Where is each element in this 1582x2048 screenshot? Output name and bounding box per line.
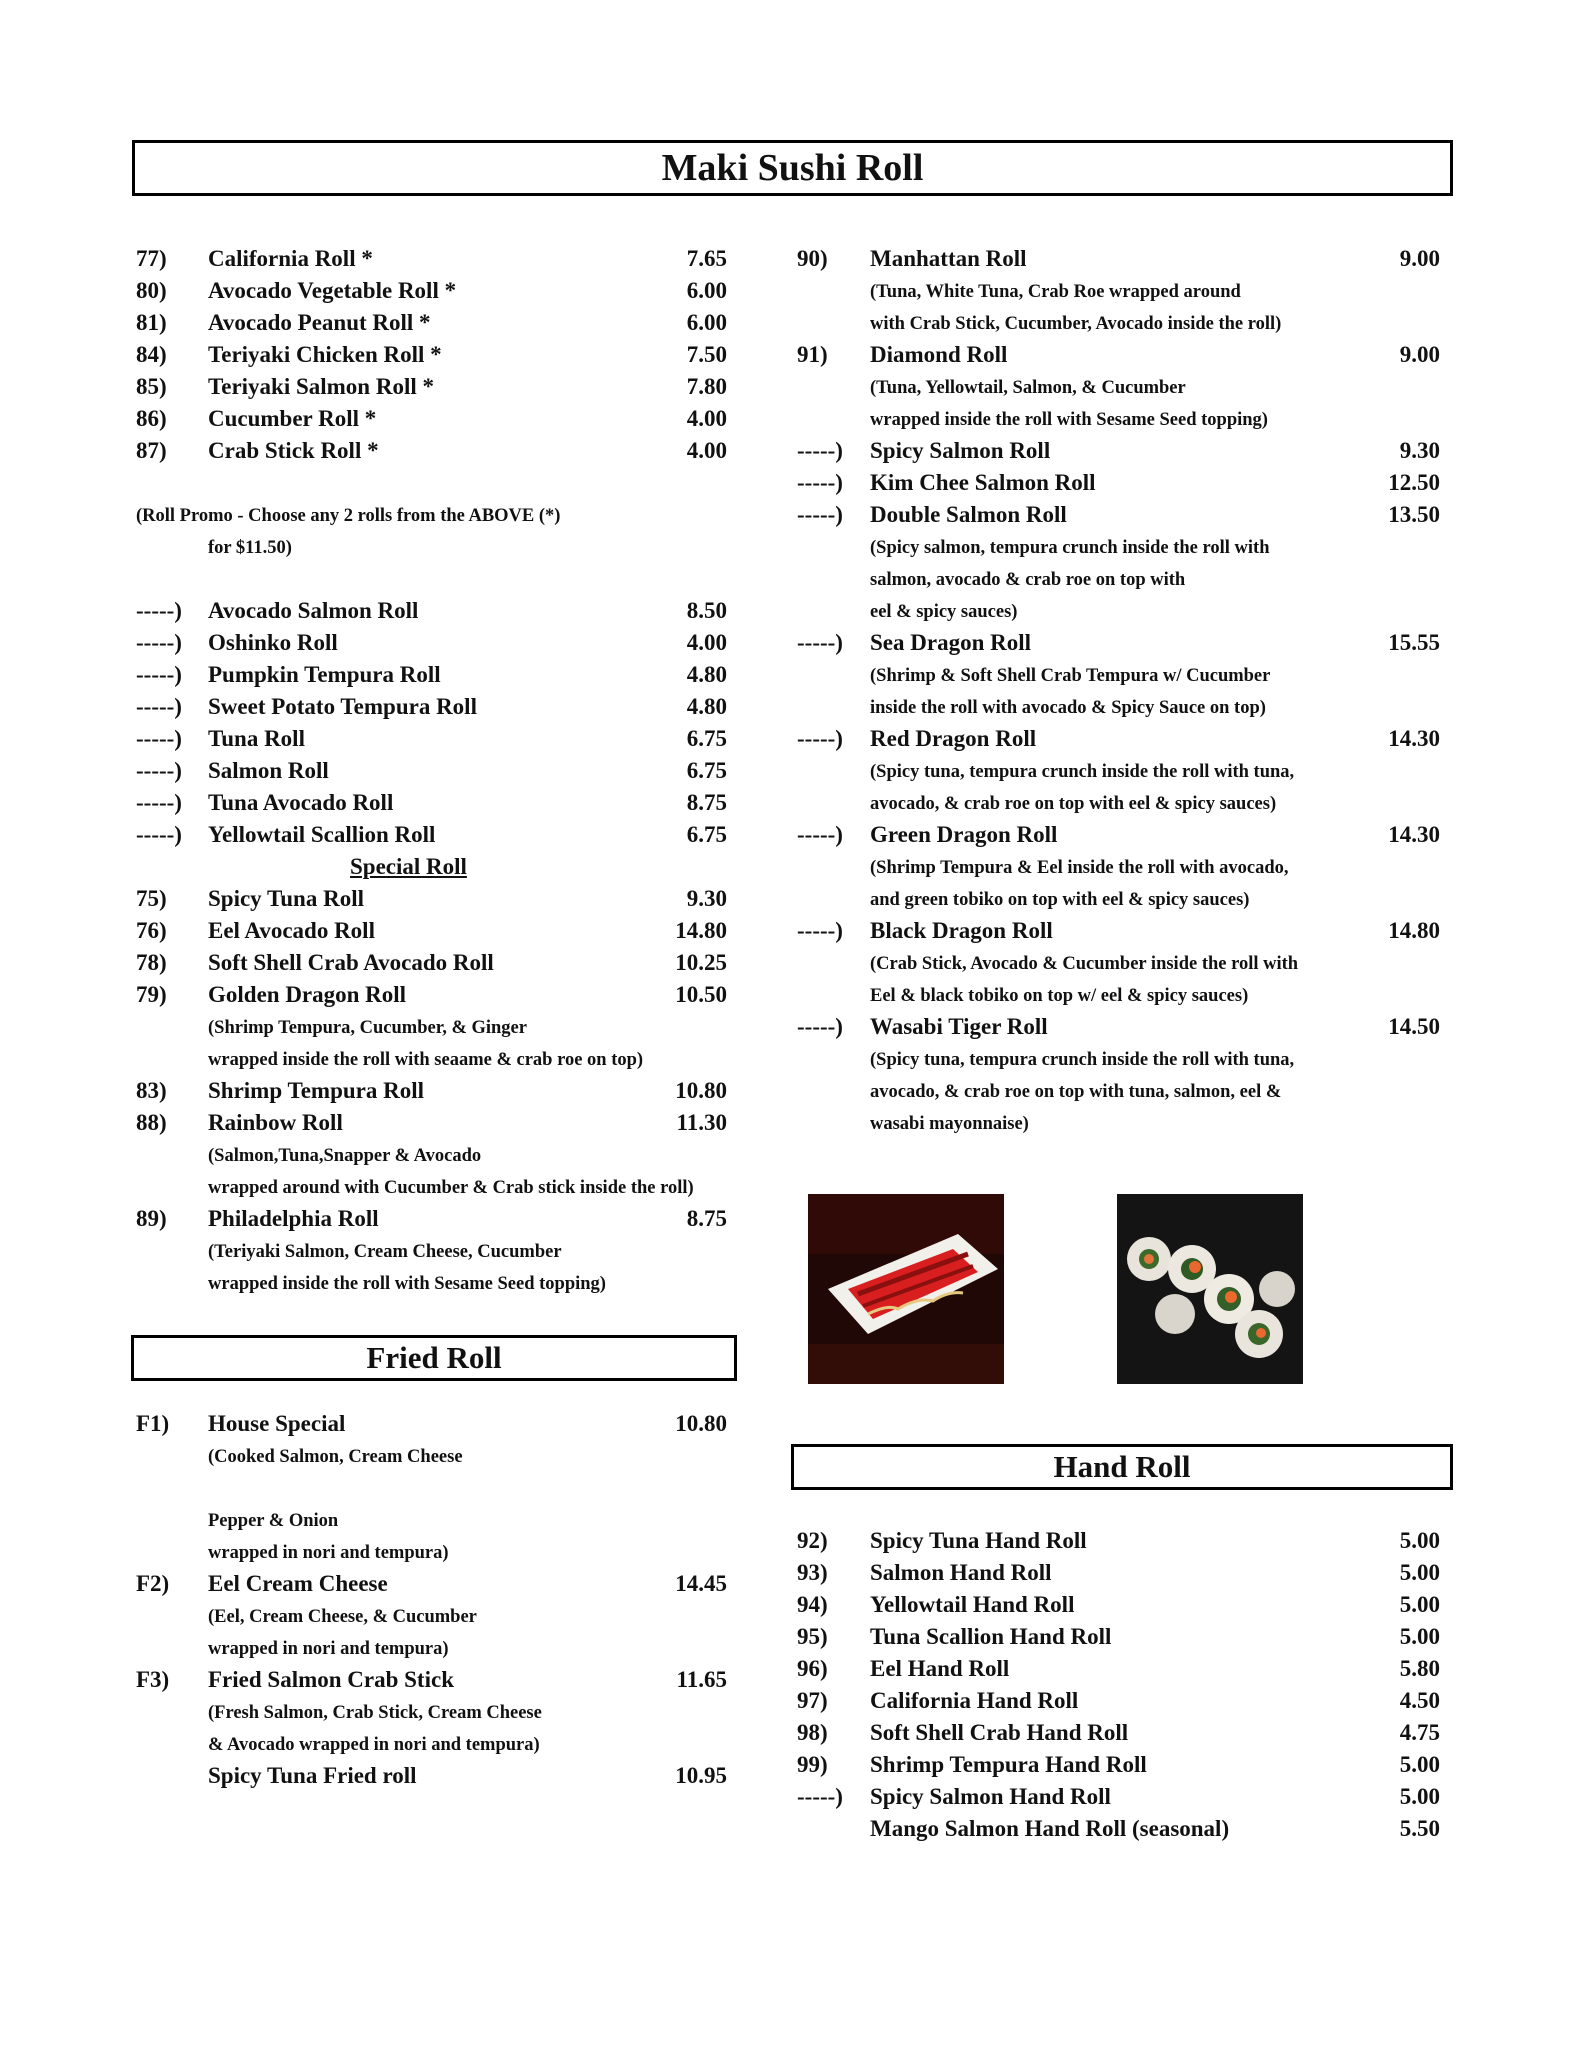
spacer bbox=[136, 566, 736, 598]
item-number: F2) bbox=[136, 1571, 170, 1596]
description-line: wrapped inside the roll with Sesame Seed topping) bbox=[870, 410, 1268, 430]
item-description bbox=[136, 1046, 736, 1078]
menu-item bbox=[797, 1624, 1447, 1656]
item-number: 84) bbox=[136, 342, 167, 367]
description-line: with Crab Stick, Cucumber, Avocado inside the roll) bbox=[870, 314, 1282, 334]
item-number: 78) bbox=[136, 950, 167, 975]
menu-item bbox=[797, 1720, 1447, 1752]
item-name: Crab Stick Roll * bbox=[208, 438, 379, 463]
item-price: 8.75 bbox=[686, 790, 727, 815]
item-name: Yellowtail Scallion Roll bbox=[208, 822, 436, 847]
description-line: wrapped inside the roll with Sesame Seed topping) bbox=[208, 1274, 606, 1294]
item-price: 5.50 bbox=[1399, 1816, 1440, 1841]
description-line: wrapped around with Cucumber & Crab stick inside the roll) bbox=[208, 1178, 694, 1198]
description-line: (Crab Stick, Avocado & Cucumber inside the roll with bbox=[870, 954, 1299, 974]
menu-item bbox=[797, 726, 1447, 758]
menu-item bbox=[136, 438, 736, 470]
item-name: Soft Shell Crab Avocado Roll bbox=[208, 950, 494, 975]
menu-item bbox=[136, 1571, 736, 1603]
item-description bbox=[797, 598, 1447, 630]
menu-item bbox=[136, 886, 736, 918]
item-price: 5.00 bbox=[1399, 1560, 1440, 1585]
item-name: Wasabi Tiger Roll bbox=[870, 1014, 1048, 1039]
item-name: Golden Dragon Roll bbox=[208, 982, 407, 1007]
item-price: 5.00 bbox=[1399, 1592, 1440, 1617]
item-name: Red Dragon Roll bbox=[870, 726, 1037, 751]
item-name: Avocado Vegetable Roll * bbox=[208, 278, 457, 303]
maki-header-box bbox=[132, 140, 1453, 196]
item-description bbox=[797, 1046, 1447, 1078]
item-name: Eel Hand Roll bbox=[870, 1656, 1010, 1681]
item-price: 15.55 bbox=[1388, 630, 1440, 655]
description-line: (Cooked Salmon, Cream Cheese bbox=[208, 1447, 463, 1467]
item-price: 6.00 bbox=[686, 310, 727, 335]
description-line: (Fresh Salmon, Crab Stick, Cream Cheese bbox=[208, 1703, 542, 1723]
item-name: Sweet Potato Tempura Roll bbox=[208, 694, 477, 719]
menu-item bbox=[797, 1592, 1447, 1624]
description-line: inside the roll with avocado & Spicy Sauce on top) bbox=[870, 698, 1266, 718]
menu-item bbox=[797, 342, 1447, 374]
promo-line: for $11.50) bbox=[208, 538, 292, 558]
menu-item bbox=[797, 1528, 1447, 1560]
item-price: 8.50 bbox=[686, 598, 727, 623]
menu-item bbox=[136, 310, 736, 342]
menu-item bbox=[136, 1763, 736, 1795]
menu-item bbox=[136, 278, 736, 310]
item-description bbox=[136, 1731, 736, 1763]
item-price: 7.80 bbox=[686, 374, 727, 399]
description-line: (Spicy tuna, tempura crunch inside the roll with tuna, bbox=[870, 1050, 1295, 1070]
item-price: 12.50 bbox=[1388, 470, 1440, 495]
item-description bbox=[136, 1699, 736, 1731]
item-name: Rainbow Roll bbox=[208, 1110, 343, 1135]
item-description bbox=[797, 694, 1447, 726]
item-price: 9.00 bbox=[1399, 246, 1440, 271]
item-name: Avocado Peanut Roll * bbox=[208, 310, 431, 335]
item-price: 4.00 bbox=[686, 630, 727, 655]
item-description bbox=[136, 1174, 736, 1206]
fried-title: Fried Roll bbox=[366, 1340, 502, 1375]
item-description bbox=[797, 886, 1447, 918]
item-price: 10.50 bbox=[675, 982, 727, 1007]
hand-title: Hand Roll bbox=[1053, 1449, 1191, 1484]
item-description bbox=[136, 1539, 736, 1571]
description-line: & Avocado wrapped in nori and tempura) bbox=[208, 1735, 540, 1755]
item-description bbox=[136, 1443, 736, 1475]
item-description bbox=[136, 1014, 736, 1046]
description-line: Eel & black tobiko on top w/ eel & spicy sauces) bbox=[870, 986, 1249, 1006]
item-name: Sea Dragon Roll bbox=[870, 630, 1031, 655]
item-name: Philadelphia Roll bbox=[208, 1206, 379, 1231]
item-price: 11.65 bbox=[676, 1667, 727, 1692]
item-description bbox=[136, 1507, 736, 1539]
menu-item bbox=[136, 726, 736, 758]
description-line: wrapped in nori and tempura) bbox=[208, 1543, 449, 1563]
item-price: 5.00 bbox=[1399, 1752, 1440, 1777]
menu-item bbox=[797, 918, 1447, 950]
item-description bbox=[797, 662, 1447, 694]
item-description bbox=[797, 1110, 1447, 1142]
menu-item bbox=[797, 1688, 1447, 1720]
menu-item bbox=[136, 694, 736, 726]
description-line: wrapped in nori and tempura) bbox=[208, 1639, 449, 1659]
menu-item bbox=[136, 950, 736, 982]
description-line: wrapped inside the roll with seaame & crab roe on top) bbox=[208, 1050, 644, 1070]
item-number: 91) bbox=[797, 342, 828, 367]
description-line: avocado, & crab roe on top with tuna, salmon, eel & bbox=[870, 1082, 1282, 1102]
description-line: (Salmon,Tuna,Snapper & Avocado bbox=[208, 1146, 482, 1166]
menu-item bbox=[797, 822, 1447, 854]
item-name: Spicy Tuna Roll bbox=[208, 886, 364, 911]
menu-item bbox=[136, 406, 736, 438]
item-price: 4.50 bbox=[1399, 1688, 1440, 1713]
item-number: -----) bbox=[797, 470, 843, 495]
menu-item bbox=[797, 1752, 1447, 1784]
item-price: 4.80 bbox=[686, 662, 727, 687]
item-number: 88) bbox=[136, 1110, 167, 1135]
item-number: -----) bbox=[797, 1014, 843, 1039]
description-line: (Shrimp Tempura, Cucumber, & Ginger bbox=[208, 1018, 527, 1038]
menu-item bbox=[797, 470, 1447, 502]
item-description bbox=[797, 854, 1447, 886]
description-line: (Spicy tuna, tempura crunch inside the roll with tuna, bbox=[870, 762, 1295, 782]
description-line: avocado, & crab roe on top with eel & spicy sauces) bbox=[870, 794, 1277, 814]
description-line: (Tuna, White Tuna, Crab Roe wrapped around bbox=[870, 282, 1241, 302]
red-dragon-roll-photo bbox=[808, 1194, 1004, 1384]
item-price: 14.50 bbox=[1388, 1014, 1440, 1039]
menu-item bbox=[797, 502, 1447, 534]
item-number: -----) bbox=[136, 758, 182, 783]
menu-item bbox=[797, 246, 1447, 278]
menu-item bbox=[136, 342, 736, 374]
item-price: 14.80 bbox=[1388, 918, 1440, 943]
hand-menu-column bbox=[797, 1528, 1447, 1848]
item-name: Shrimp Tempura Hand Roll bbox=[870, 1752, 1147, 1777]
item-number: 93) bbox=[797, 1560, 828, 1585]
item-name: Pumpkin Tempura Roll bbox=[208, 662, 441, 687]
right-menu-column bbox=[797, 246, 1447, 1142]
item-price: 11.30 bbox=[676, 1110, 727, 1135]
fried-menu-column bbox=[136, 1411, 736, 1795]
item-name: Eel Avocado Roll bbox=[208, 918, 375, 943]
item-description bbox=[797, 374, 1447, 406]
item-number: 75) bbox=[136, 886, 167, 911]
menu-item bbox=[797, 1014, 1447, 1046]
item-number: F3) bbox=[136, 1667, 170, 1692]
item-description bbox=[136, 1475, 736, 1507]
item-description bbox=[136, 1635, 736, 1667]
item-name: Teriyaki Salmon Roll * bbox=[208, 374, 434, 399]
item-number: -----) bbox=[136, 726, 182, 751]
hand-header-box bbox=[791, 1444, 1453, 1490]
description-line: (Teriyaki Salmon, Cream Cheese, Cucumber bbox=[208, 1242, 562, 1262]
item-description bbox=[136, 1270, 736, 1302]
item-price: 5.80 bbox=[1399, 1656, 1440, 1681]
item-number: 92) bbox=[797, 1528, 828, 1553]
item-name: Shrimp Tempura Roll bbox=[208, 1078, 424, 1103]
item-price: 4.00 bbox=[686, 438, 727, 463]
item-number: -----) bbox=[797, 438, 843, 463]
promo-line: (Roll Promo - Choose any 2 rolls from the ABOVE (*) bbox=[136, 506, 561, 526]
description-line: eel & spicy sauces) bbox=[870, 602, 1018, 622]
description-line: wasabi mayonnaise) bbox=[870, 1114, 1029, 1134]
item-number: 80) bbox=[136, 278, 167, 303]
item-description bbox=[797, 950, 1447, 982]
menu-item bbox=[797, 1784, 1447, 1816]
item-price: 10.80 bbox=[675, 1411, 727, 1436]
maki-title: Maki Sushi Roll bbox=[661, 147, 924, 189]
menu-item bbox=[136, 1411, 736, 1443]
item-price: 13.50 bbox=[1388, 502, 1440, 527]
item-price: 4.00 bbox=[686, 406, 727, 431]
spacer bbox=[136, 470, 736, 502]
item-description bbox=[797, 406, 1447, 438]
item-number: -----) bbox=[797, 918, 843, 943]
menu-item bbox=[136, 758, 736, 790]
item-description bbox=[797, 758, 1447, 790]
item-name: Fried Salmon Crab Stick bbox=[208, 1667, 454, 1692]
item-number: 76) bbox=[136, 918, 167, 943]
item-number: 97) bbox=[797, 1688, 828, 1713]
item-number: -----) bbox=[136, 694, 182, 719]
item-price: 8.75 bbox=[686, 1206, 727, 1231]
item-number: 98) bbox=[797, 1720, 828, 1745]
left-menu-column bbox=[136, 246, 736, 1302]
menu-item bbox=[136, 790, 736, 822]
item-name: Spicy Salmon Roll bbox=[870, 438, 1051, 463]
item-name: Tuna Roll bbox=[208, 726, 305, 751]
item-price: 6.75 bbox=[686, 726, 727, 751]
description-line: and green tobiko on top with eel & spicy sauces) bbox=[870, 890, 1250, 910]
item-name: California Roll * bbox=[208, 246, 373, 271]
item-description bbox=[136, 1142, 736, 1174]
item-number: -----) bbox=[136, 822, 182, 847]
menu-item bbox=[797, 438, 1447, 470]
menu-item bbox=[797, 630, 1447, 662]
item-price: 9.00 bbox=[1399, 342, 1440, 367]
menu-item bbox=[136, 982, 736, 1014]
item-price: 10.25 bbox=[675, 950, 727, 975]
item-number: 77) bbox=[136, 246, 167, 271]
item-description bbox=[797, 310, 1447, 342]
item-number: -----) bbox=[797, 502, 843, 527]
item-number: 89) bbox=[136, 1206, 167, 1231]
menu-item bbox=[797, 1656, 1447, 1688]
menu-item bbox=[136, 662, 736, 694]
item-name: Salmon Roll bbox=[208, 758, 329, 783]
item-name: Green Dragon Roll bbox=[870, 822, 1058, 847]
item-name: Eel Cream Cheese bbox=[208, 1571, 388, 1596]
item-name: Mango Salmon Hand Roll (seasonal) bbox=[870, 1816, 1230, 1841]
item-name: Spicy Salmon Hand Roll bbox=[870, 1784, 1111, 1809]
item-number: -----) bbox=[797, 1784, 843, 1809]
item-number: -----) bbox=[136, 790, 182, 815]
item-description bbox=[797, 534, 1447, 566]
item-price: 7.65 bbox=[686, 246, 727, 271]
item-price: 4.75 bbox=[1399, 1720, 1440, 1745]
item-description bbox=[797, 1078, 1447, 1110]
item-name: Yellowtail Hand Roll bbox=[870, 1592, 1075, 1617]
item-price: 14.30 bbox=[1388, 726, 1440, 751]
promo-note bbox=[136, 502, 736, 534]
item-name: Spicy Tuna Hand Roll bbox=[870, 1528, 1087, 1553]
item-name: Soft Shell Crab Hand Roll bbox=[870, 1720, 1129, 1745]
item-number: 99) bbox=[797, 1752, 828, 1777]
menu-item bbox=[136, 246, 736, 278]
item-name: Manhattan Roll bbox=[870, 246, 1027, 271]
description-line: (Spicy salmon, tempura crunch inside the roll with bbox=[870, 538, 1270, 558]
menu-item bbox=[136, 1667, 736, 1699]
item-description bbox=[797, 566, 1447, 598]
item-number: -----) bbox=[136, 662, 182, 687]
menu-item bbox=[136, 1078, 736, 1110]
item-name: California Hand Roll bbox=[870, 1688, 1079, 1713]
item-price: 10.95 bbox=[675, 1763, 727, 1788]
item-price: 10.80 bbox=[675, 1078, 727, 1103]
item-number: 90) bbox=[797, 246, 828, 271]
item-number: -----) bbox=[136, 630, 182, 655]
white-roll-image bbox=[1117, 1194, 1303, 1384]
item-name: Kim Chee Salmon Roll bbox=[870, 470, 1096, 495]
item-number: -----) bbox=[797, 822, 843, 847]
menu-item bbox=[797, 1560, 1447, 1592]
item-price: 7.50 bbox=[686, 342, 727, 367]
item-price: 4.80 bbox=[686, 694, 727, 719]
item-number: 81) bbox=[136, 310, 167, 335]
item-price: 5.00 bbox=[1399, 1624, 1440, 1649]
item-number: 85) bbox=[136, 374, 167, 399]
item-name: Black Dragon Roll bbox=[870, 918, 1053, 943]
item-description bbox=[136, 1238, 736, 1270]
item-number: 86) bbox=[136, 406, 167, 431]
menu-item bbox=[136, 822, 736, 854]
item-name: Oshinko Roll bbox=[208, 630, 338, 655]
description-line: (Shrimp Tempura & Eel inside the roll with avocado, bbox=[870, 858, 1289, 878]
item-name: Tuna Avocado Roll bbox=[208, 790, 394, 815]
item-number: 79) bbox=[136, 982, 167, 1007]
item-price: 6.75 bbox=[686, 822, 727, 847]
item-name: Cucumber Roll * bbox=[208, 406, 377, 431]
item-name: Avocado Salmon Roll bbox=[208, 598, 419, 623]
item-name: House Special bbox=[208, 1411, 346, 1436]
item-price: 14.30 bbox=[1388, 822, 1440, 847]
item-name: Salmon Hand Roll bbox=[870, 1560, 1052, 1585]
description-line: (Shrimp & Soft Shell Crab Tempura w/ Cucumber bbox=[870, 666, 1271, 686]
california-roll-photo bbox=[1117, 1194, 1303, 1384]
item-price: 9.30 bbox=[1399, 438, 1440, 463]
menu-item bbox=[136, 1110, 736, 1142]
promo-note bbox=[136, 534, 736, 566]
description-line: Pepper & Onion bbox=[208, 1511, 339, 1531]
item-number: 94) bbox=[797, 1592, 828, 1617]
red-roll-image bbox=[808, 1194, 1004, 1384]
menu-item bbox=[136, 1206, 736, 1238]
item-name: Teriyaki Chicken Roll * bbox=[208, 342, 442, 367]
item-price: 5.00 bbox=[1399, 1784, 1440, 1809]
item-number: F1) bbox=[136, 1411, 170, 1436]
item-name: Spicy Tuna Fried roll bbox=[208, 1763, 417, 1788]
description-line: (Eel, Cream Cheese, & Cucumber bbox=[208, 1607, 477, 1627]
item-price: 14.45 bbox=[675, 1571, 727, 1596]
item-description bbox=[136, 1603, 736, 1635]
item-number: -----) bbox=[797, 630, 843, 655]
item-price: 5.00 bbox=[1399, 1528, 1440, 1553]
item-price: 9.30 bbox=[686, 886, 727, 911]
item-description bbox=[797, 982, 1447, 1014]
menu-item bbox=[136, 630, 736, 662]
item-number: 87) bbox=[136, 438, 167, 463]
item-number: -----) bbox=[797, 726, 843, 751]
item-name: Diamond Roll bbox=[870, 342, 1008, 367]
item-description bbox=[797, 278, 1447, 310]
item-name: Tuna Scallion Hand Roll bbox=[870, 1624, 1112, 1649]
description-line: salmon, avocado & crab roe on top with bbox=[870, 570, 1186, 590]
item-description bbox=[797, 790, 1447, 822]
item-price: 14.80 bbox=[675, 918, 727, 943]
item-price: 6.75 bbox=[686, 758, 727, 783]
special-roll-heading bbox=[136, 854, 736, 886]
item-number: 96) bbox=[797, 1656, 828, 1681]
item-name: Double Salmon Roll bbox=[870, 502, 1067, 527]
item-price: 6.00 bbox=[686, 278, 727, 303]
item-number: 83) bbox=[136, 1078, 167, 1103]
menu-item bbox=[136, 918, 736, 950]
menu-item bbox=[136, 374, 736, 406]
fried-header-box bbox=[131, 1335, 737, 1381]
menu-item bbox=[797, 1816, 1447, 1848]
item-number: 95) bbox=[797, 1624, 828, 1649]
description-line: (Tuna, Yellowtail, Salmon, & Cucumber bbox=[870, 378, 1186, 398]
item-number: -----) bbox=[136, 598, 182, 623]
special-roll-title: Special Roll bbox=[350, 854, 467, 879]
menu-item bbox=[136, 598, 736, 630]
